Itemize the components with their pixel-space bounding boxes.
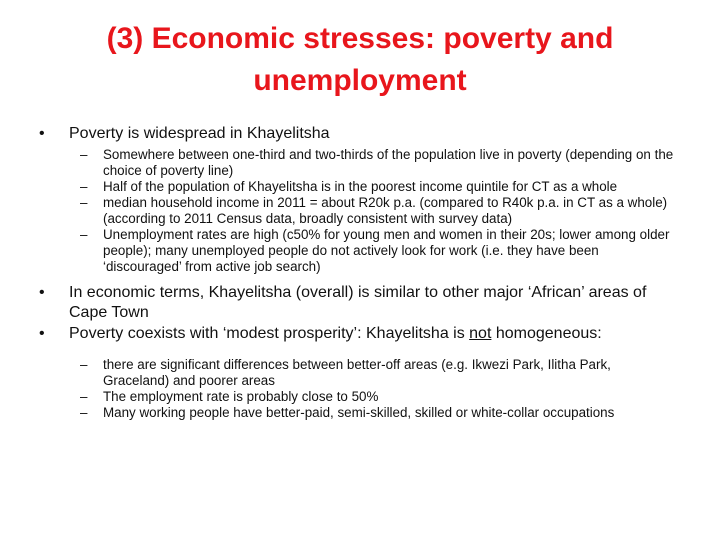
bullet-marker: • — [39, 125, 45, 142]
prosperity-sub-list — [0, 357, 720, 421]
sub-bullet-text: there are significant differences between better-off areas (e.g. Ikwezi Park, Ilitha Park, Graceland) and poorer areas — [103, 357, 611, 388]
sub-bullet-poverty-share — [80, 147, 678, 179]
sub-bullet-occupations — [80, 405, 678, 421]
dash-marker: – — [80, 357, 88, 372]
bullet-marker: • — [39, 325, 45, 342]
bullet-marker: • — [39, 284, 45, 301]
bullet-economic-terms-text: In economic terms, Khayelitsha (overall) is similar to other major ‘African’ areas of Cape Town — [69, 284, 647, 321]
dash-marker: – — [80, 147, 88, 162]
slide-title-line-2: unemployment — [253, 64, 467, 97]
sub-bullet-text: Somewhere between one-third and two-thirds of the population live in poverty (depending on the choice of poverty line) — [103, 147, 674, 178]
slide-body — [0, 124, 720, 421]
sub-bullet-income-quintile — [80, 179, 678, 195]
bullet-economic-terms — [39, 283, 684, 323]
dash-marker: – — [80, 195, 88, 210]
sub-bullet-text: The employment rate is probably close to 50% — [103, 389, 379, 404]
dash-marker: – — [80, 389, 88, 404]
sub-bullet-text: Half of the population of Khayelitsha is in the poorest income quintile for CT as a whole — [103, 179, 618, 194]
sub-bullet-unemployment — [80, 227, 678, 275]
dash-marker: – — [80, 179, 88, 194]
underlined-not: not — [469, 325, 492, 342]
sub-bullet-median-income — [80, 195, 678, 227]
bullet-poverty — [39, 124, 684, 144]
sub-bullet-text: Many working people have better-paid, semi-skilled, skilled or white-collar occupations — [103, 405, 615, 420]
sub-bullet-area-differences — [80, 357, 678, 389]
bullet-modest-prosperity — [39, 324, 684, 344]
sub-bullet-employment-rate — [80, 389, 678, 405]
sub-bullet-text: median household income in 2011 = about R20k p.a. (compared to R40k p.a. in CT as a whole) (according to 2011 Census data, broadly consistent with survey data) — [103, 195, 668, 226]
slide-title-line-1: (3) Economic stresses: poverty and — [106, 22, 614, 55]
sub-bullet-text: Unemployment rates are high (c50% for young men and women in their 20s; lower among older people); many unemployed people do not actively look for work (i.e. they have been ‘discouraged’ from active job search) — [103, 227, 670, 274]
bullet-prosperity-text-after: homogeneous: — [491, 325, 602, 342]
bullet-poverty-text: Poverty is widespread in Khayelitsha — [69, 125, 330, 142]
dash-marker: – — [80, 227, 88, 242]
dash-marker: – — [80, 405, 88, 420]
bullet-prosperity-text-before: Poverty coexists with ‘modest prosperity’: Khayelitsha is — [69, 325, 470, 342]
slide-title — [40, 18, 680, 102]
poverty-sub-list — [0, 147, 720, 275]
